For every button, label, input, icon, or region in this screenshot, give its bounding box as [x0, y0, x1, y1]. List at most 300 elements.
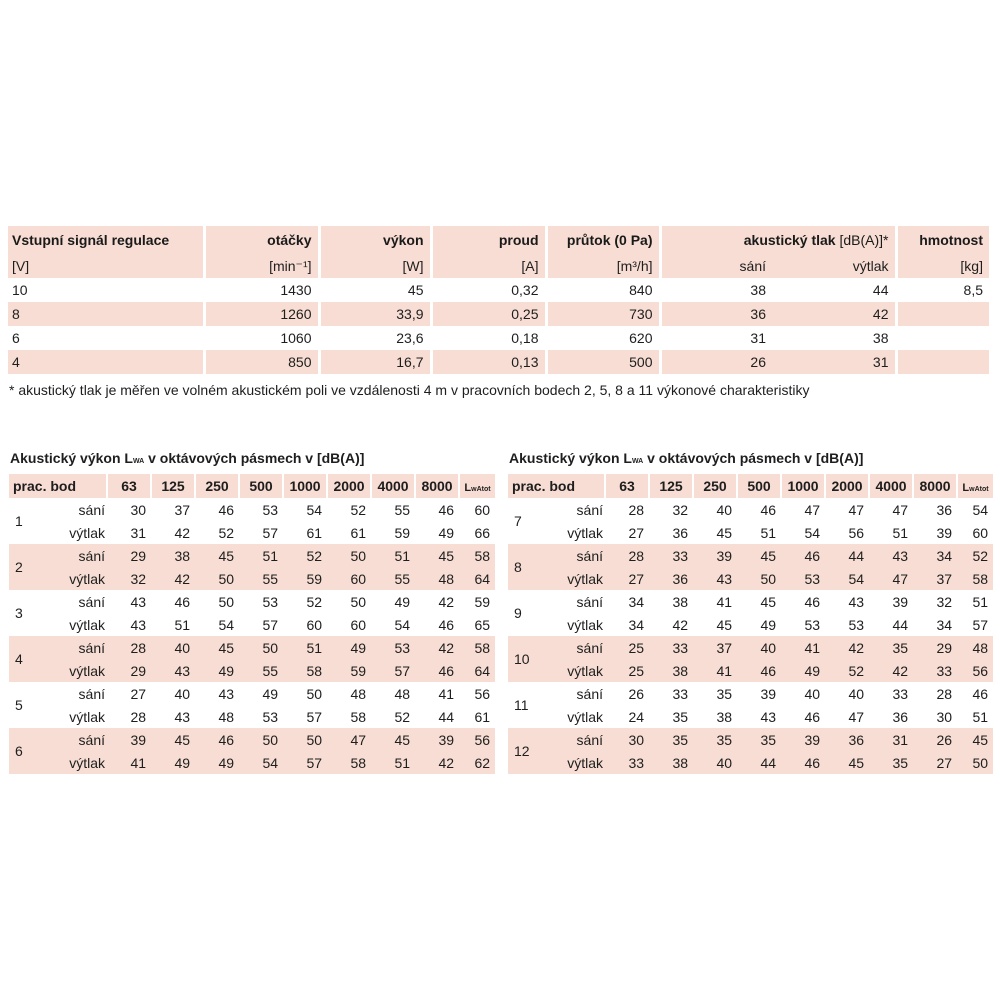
cell-value: 30	[605, 728, 649, 751]
unit-current: [A]	[431, 254, 546, 278]
cell-signal: 8	[8, 302, 204, 326]
cell-value: 54	[972, 501, 989, 518]
cell-value: 47	[892, 501, 909, 518]
acoustic-table-left	[9, 474, 495, 774]
cell-signal: 6	[12, 330, 20, 346]
cell-value: 28	[936, 685, 953, 702]
cell-value: 46	[804, 708, 821, 725]
cell-type: sání	[576, 593, 604, 610]
header-rpm: otáčky	[204, 226, 319, 254]
cell-value: 28	[130, 708, 147, 725]
cell-value: 39	[892, 593, 909, 610]
cell-value: 25	[605, 636, 649, 659]
cell-value: 59	[327, 659, 371, 682]
cell-value: 26	[913, 728, 957, 751]
cell-discharge: 44	[872, 282, 889, 298]
cell-weight	[896, 302, 989, 326]
cell-value: 40	[716, 501, 733, 518]
acoustic-table-right	[508, 474, 993, 774]
cell-value: 59	[283, 567, 327, 590]
cell-value: 38	[649, 751, 693, 774]
cell-value: 49	[195, 659, 239, 682]
cell-value: 32	[936, 593, 953, 610]
cell-value: 50	[218, 593, 235, 610]
cell-value: 46	[760, 501, 777, 518]
acoustic-header-row	[508, 474, 993, 498]
cell-value: 61	[474, 708, 491, 725]
cell-value: 50	[350, 593, 367, 610]
cell-value: 40	[151, 636, 195, 659]
header-current: proud	[431, 226, 546, 254]
cell-value: 33	[649, 636, 693, 659]
table-row	[8, 302, 989, 326]
cell-flow: 840	[546, 278, 660, 302]
cell-value: 65	[474, 616, 491, 633]
header-band: 4000	[869, 474, 913, 498]
cell-type: výtlak	[548, 751, 605, 774]
cell-value: 42	[151, 567, 195, 590]
table-row	[9, 613, 495, 636]
cell-value: 57	[262, 616, 279, 633]
cell-value: 45	[737, 544, 781, 567]
cell-value: 54	[239, 751, 283, 774]
cell-value: 53	[262, 708, 279, 725]
cell-value: 57	[371, 659, 415, 682]
cell-value: 52	[350, 501, 367, 518]
table-row	[508, 728, 993, 751]
cell-value: 49	[262, 685, 279, 702]
table-row	[9, 636, 495, 659]
header-band: 500	[239, 474, 283, 498]
cell-value: 34	[936, 616, 953, 633]
cell-value: 35	[693, 728, 737, 751]
cell-value: 49	[327, 636, 371, 659]
cell-power: 33,9	[319, 302, 431, 326]
cell-value: 45	[195, 544, 239, 567]
header-band: 2000	[825, 474, 869, 498]
cell-value: 55	[394, 501, 411, 518]
table-row	[9, 705, 495, 728]
header-band: 500	[737, 474, 781, 498]
cell-value: 58	[327, 751, 371, 774]
cell-value: 36	[936, 501, 953, 518]
cell-value: 36	[825, 728, 869, 751]
cell-value: 55	[371, 567, 415, 590]
cell-discharge: 42	[772, 302, 896, 326]
unit-flow: [m³/h]	[546, 254, 660, 278]
cell-value: 43	[130, 616, 147, 633]
cell-type: výtlak	[548, 659, 605, 682]
cell-value: 56	[848, 524, 865, 541]
cell-value: 51	[371, 751, 415, 774]
cell-type: výtlak	[567, 524, 604, 541]
cell-value: 47	[327, 728, 371, 751]
cell-value: 53	[371, 636, 415, 659]
table-row	[508, 590, 993, 613]
cell-current: 0,18	[431, 326, 546, 350]
cell-value: 43	[760, 708, 777, 725]
cell-value: 50	[737, 567, 781, 590]
table-row	[508, 521, 993, 544]
cell-value: 41	[438, 685, 455, 702]
cell-value: 35	[869, 636, 913, 659]
cell-value: 35	[649, 728, 693, 751]
cell-value: 58	[459, 636, 495, 659]
cell-type: sání	[548, 636, 605, 659]
cell-value: 37	[174, 501, 191, 518]
cell-value: 38	[649, 659, 693, 682]
cell-value: 51	[283, 636, 327, 659]
cell-value: 34	[628, 593, 645, 610]
footnote: * akustický tlak je měřen ve volném akustickém poli ve vzdálenosti 4 m v pracovních bodech 2, 5, 8 a 11 výkonové charakteristiky	[9, 382, 810, 398]
cell-value: 30	[936, 708, 953, 725]
cell-value: 33	[649, 544, 693, 567]
cell-value: 43	[130, 593, 147, 610]
cell-value: 52	[394, 708, 411, 725]
table-row	[508, 682, 993, 705]
cell-value: 54	[825, 567, 869, 590]
header-total: LwAtot	[957, 474, 993, 498]
cell-value: 38	[151, 544, 195, 567]
cell-value: 40	[804, 685, 821, 702]
cell-value: 29	[913, 636, 957, 659]
cell-value: 36	[672, 524, 689, 541]
cell-value: 28	[605, 544, 649, 567]
header-work-point: prac. bod	[508, 474, 605, 498]
cell-value: 54	[804, 524, 821, 541]
header-band: 250	[693, 474, 737, 498]
cell-value: 38	[716, 708, 733, 725]
cell-value: 57	[262, 524, 279, 541]
cell-value: 55	[239, 567, 283, 590]
cell-value: 41	[716, 593, 733, 610]
cell-value: 27	[913, 751, 957, 774]
cell-type: sání	[576, 501, 604, 518]
cell-value: 44	[438, 708, 455, 725]
header-signal: Vstupní signál regulace	[8, 226, 204, 254]
cell-value: 49	[394, 593, 411, 610]
cell-value: 42	[174, 524, 191, 541]
cell-value: 52	[283, 544, 327, 567]
cell-value: 59	[394, 524, 411, 541]
cell-value: 51	[174, 616, 191, 633]
cell-current: 0,32	[431, 278, 546, 302]
cell-type: výtlak	[567, 708, 604, 725]
cell-value: 44	[892, 616, 909, 633]
cell-value: 49	[760, 616, 777, 633]
cell-value: 43	[869, 544, 913, 567]
cell-discharge: 38	[872, 330, 889, 346]
cell-type: sání	[49, 636, 107, 659]
cell-value: 45	[716, 524, 733, 541]
cell-value: 47	[848, 501, 865, 518]
cell-suction: 38	[660, 278, 772, 302]
cell-value: 51	[892, 524, 909, 541]
unit-weight: [kg]	[896, 254, 989, 278]
header-weight: hmotnost	[896, 226, 989, 254]
acoustic-title-left: Akustický výkon LWA v oktávových pásmech v [dB(A)]	[10, 450, 365, 466]
cell-value: 62	[459, 751, 495, 774]
table-row	[9, 728, 495, 751]
cell-value: 46	[438, 616, 455, 633]
cell-type: sání	[78, 501, 106, 518]
table-row	[9, 521, 495, 544]
cell-value: 46	[415, 659, 459, 682]
cell-value: 47	[848, 708, 865, 725]
cell-value: 50	[306, 685, 323, 702]
cell-power: 16,7	[319, 350, 431, 374]
cell-value: 44	[825, 544, 869, 567]
cell-value: 46	[218, 501, 235, 518]
cell-value: 66	[474, 524, 491, 541]
cell-value: 48	[957, 636, 993, 659]
table-row	[9, 544, 495, 567]
cell-type: sání	[576, 685, 604, 702]
cell-value: 52	[825, 659, 869, 682]
header-band: 2000	[327, 474, 371, 498]
cell-value: 29	[107, 544, 151, 567]
cell-value: 51	[760, 524, 777, 541]
table-row	[9, 751, 495, 774]
cell-type: výtlak	[49, 567, 107, 590]
performance-table	[8, 226, 989, 374]
cell-value: 45	[151, 728, 195, 751]
cell-value: 52	[306, 593, 323, 610]
header-band: 250	[195, 474, 239, 498]
cell-value: 56	[459, 728, 495, 751]
header-power: výkon	[319, 226, 431, 254]
cell-value: 39	[415, 728, 459, 751]
cell-type: sání	[548, 544, 605, 567]
header-band: 63	[107, 474, 151, 498]
cell-value: 42	[869, 659, 913, 682]
unit-power: [W]	[319, 254, 431, 278]
header-total: LwAtot	[459, 474, 495, 498]
cell-suction: 31	[660, 326, 772, 350]
unit-signal: [V]	[8, 254, 204, 278]
cell-value: 43	[174, 708, 191, 725]
cell-rpm: 1260	[204, 302, 319, 326]
cell-value: 45	[716, 616, 733, 633]
header-band: 125	[151, 474, 195, 498]
cell-type: sání	[49, 728, 107, 751]
cell-value: 46	[972, 685, 989, 702]
cell-value: 56	[474, 685, 491, 702]
header-band: 4000	[371, 474, 415, 498]
header-flow: průtok (0 Pa)	[546, 226, 660, 254]
table-row	[508, 659, 993, 682]
cell-power: 45	[319, 278, 431, 302]
header-band: 8000	[913, 474, 957, 498]
cell-value: 43	[151, 659, 195, 682]
cell-weight	[896, 326, 989, 350]
table-row	[8, 350, 989, 374]
cell-type: sání	[49, 544, 107, 567]
cell-value: 50	[239, 636, 283, 659]
cell-value: 53	[262, 593, 279, 610]
table-row	[8, 326, 989, 350]
cell-value: 46	[781, 751, 825, 774]
cell-value: 51	[239, 544, 283, 567]
table-row	[508, 751, 993, 774]
table-row	[9, 590, 495, 613]
cell-value: 47	[869, 567, 913, 590]
cell-value: 53	[781, 567, 825, 590]
cell-value: 49	[151, 751, 195, 774]
cell-type: výtlak	[548, 567, 605, 590]
cell-value: 50	[195, 567, 239, 590]
cell-value: 40	[848, 685, 865, 702]
cell-value: 27	[130, 685, 147, 702]
cell-value: 57	[306, 708, 323, 725]
cell-value: 51	[972, 708, 989, 725]
cell-value: 60	[350, 616, 367, 633]
cell-value: 42	[825, 636, 869, 659]
cell-value: 38	[672, 593, 689, 610]
table-row	[508, 636, 993, 659]
cell-value: 60	[306, 616, 323, 633]
cell-value: 55	[239, 659, 283, 682]
header-sound-pressure: akustický tlak [dB(A)]*	[660, 226, 896, 254]
cell-value: 53	[262, 501, 279, 518]
cell-value: 27	[605, 567, 649, 590]
cell-value: 51	[972, 593, 989, 610]
cell-value: 45	[825, 751, 869, 774]
cell-type: výtlak	[567, 616, 604, 633]
cell-flow: 730	[546, 302, 660, 326]
cell-value: 50	[283, 728, 327, 751]
table-row	[508, 498, 993, 521]
cell-value: 34	[628, 616, 645, 633]
cell-point: 3	[15, 605, 23, 621]
cell-value: 54	[394, 616, 411, 633]
sub-suction: sání	[660, 254, 772, 278]
header-band: 125	[649, 474, 693, 498]
cell-value: 48	[218, 708, 235, 725]
cell-value: 58	[283, 659, 327, 682]
cell-value: 45	[760, 593, 777, 610]
table-row	[508, 705, 993, 728]
cell-value: 43	[693, 567, 737, 590]
cell-point: 10	[508, 636, 548, 682]
cell-type: výtlak	[49, 751, 107, 774]
cell-current: 0,13	[431, 350, 546, 374]
cell-value: 29	[107, 659, 151, 682]
cell-value: 50	[327, 544, 371, 567]
header-band: 1000	[283, 474, 327, 498]
header-work-point: prac. bod	[9, 474, 107, 498]
sub-discharge: výtlak	[772, 254, 896, 278]
cell-value: 54	[218, 616, 235, 633]
unit-rpm: [min⁻¹]	[204, 254, 319, 278]
cell-value: 45	[195, 636, 239, 659]
cell-value: 51	[371, 544, 415, 567]
cell-rpm: 1430	[204, 278, 319, 302]
cell-value: 39	[693, 544, 737, 567]
cell-value: 56	[957, 659, 993, 682]
cell-value: 34	[913, 544, 957, 567]
table-row	[9, 567, 495, 590]
cell-value: 46	[781, 544, 825, 567]
cell-type: sání	[78, 685, 106, 702]
cell-value: 60	[474, 501, 491, 518]
cell-value: 39	[936, 524, 953, 541]
cell-value: 41	[781, 636, 825, 659]
cell-value: 33	[672, 685, 689, 702]
cell-value: 58	[350, 708, 367, 725]
header-band: 63	[605, 474, 649, 498]
cell-value: 31	[130, 524, 147, 541]
table-row	[9, 659, 495, 682]
cell-type: výtlak	[69, 708, 106, 725]
cell-value: 64	[459, 567, 495, 590]
cell-value: 46	[195, 728, 239, 751]
cell-value: 46	[174, 593, 191, 610]
table-row	[508, 544, 993, 567]
cell-value: 25	[605, 659, 649, 682]
cell-value: 39	[107, 728, 151, 751]
cell-value: 45	[415, 544, 459, 567]
cell-value: 48	[350, 685, 367, 702]
cell-weight: 8,5	[896, 278, 989, 302]
cell-value: 48	[394, 685, 411, 702]
header-band: 1000	[781, 474, 825, 498]
cell-value: 31	[869, 728, 913, 751]
cell-value: 32	[672, 501, 689, 518]
cell-suction: 26	[660, 350, 772, 374]
cell-value: 41	[107, 751, 151, 774]
cell-point: 5	[15, 697, 23, 713]
cell-value: 53	[804, 616, 821, 633]
cell-discharge: 31	[772, 350, 896, 374]
acoustic-header-row	[9, 474, 495, 498]
table-row	[9, 498, 495, 521]
cell-value: 49	[195, 751, 239, 774]
cell-value: 33	[913, 659, 957, 682]
cell-value: 57	[972, 616, 989, 633]
cell-point: 12	[508, 728, 548, 774]
cell-flow: 500	[546, 350, 660, 374]
cell-value: 26	[628, 685, 645, 702]
cell-rpm: 1060	[204, 326, 319, 350]
cell-value: 44	[737, 751, 781, 774]
cell-value: 43	[218, 685, 235, 702]
cell-value: 60	[327, 567, 371, 590]
cell-value: 61	[306, 524, 323, 541]
cell-value: 49	[781, 659, 825, 682]
cell-value: 45	[371, 728, 415, 751]
cell-value: 58	[459, 544, 495, 567]
cell-value: 42	[415, 636, 459, 659]
cell-point: 11	[514, 697, 529, 713]
cell-value: 42	[438, 593, 455, 610]
cell-point: 7	[514, 513, 522, 529]
cell-value: 42	[672, 616, 689, 633]
cell-value: 64	[459, 659, 495, 682]
cell-value: 57	[283, 751, 327, 774]
cell-point: 4	[9, 636, 49, 682]
cell-value: 45	[957, 728, 993, 751]
cell-value: 35	[737, 728, 781, 751]
cell-value: 40	[737, 636, 781, 659]
cell-value: 53	[848, 616, 865, 633]
cell-value: 60	[972, 524, 989, 541]
header-band: 8000	[415, 474, 459, 498]
cell-value: 50	[957, 751, 993, 774]
cell-value: 35	[869, 751, 913, 774]
cell-value: 46	[804, 593, 821, 610]
cell-type: výtlak	[69, 524, 106, 541]
